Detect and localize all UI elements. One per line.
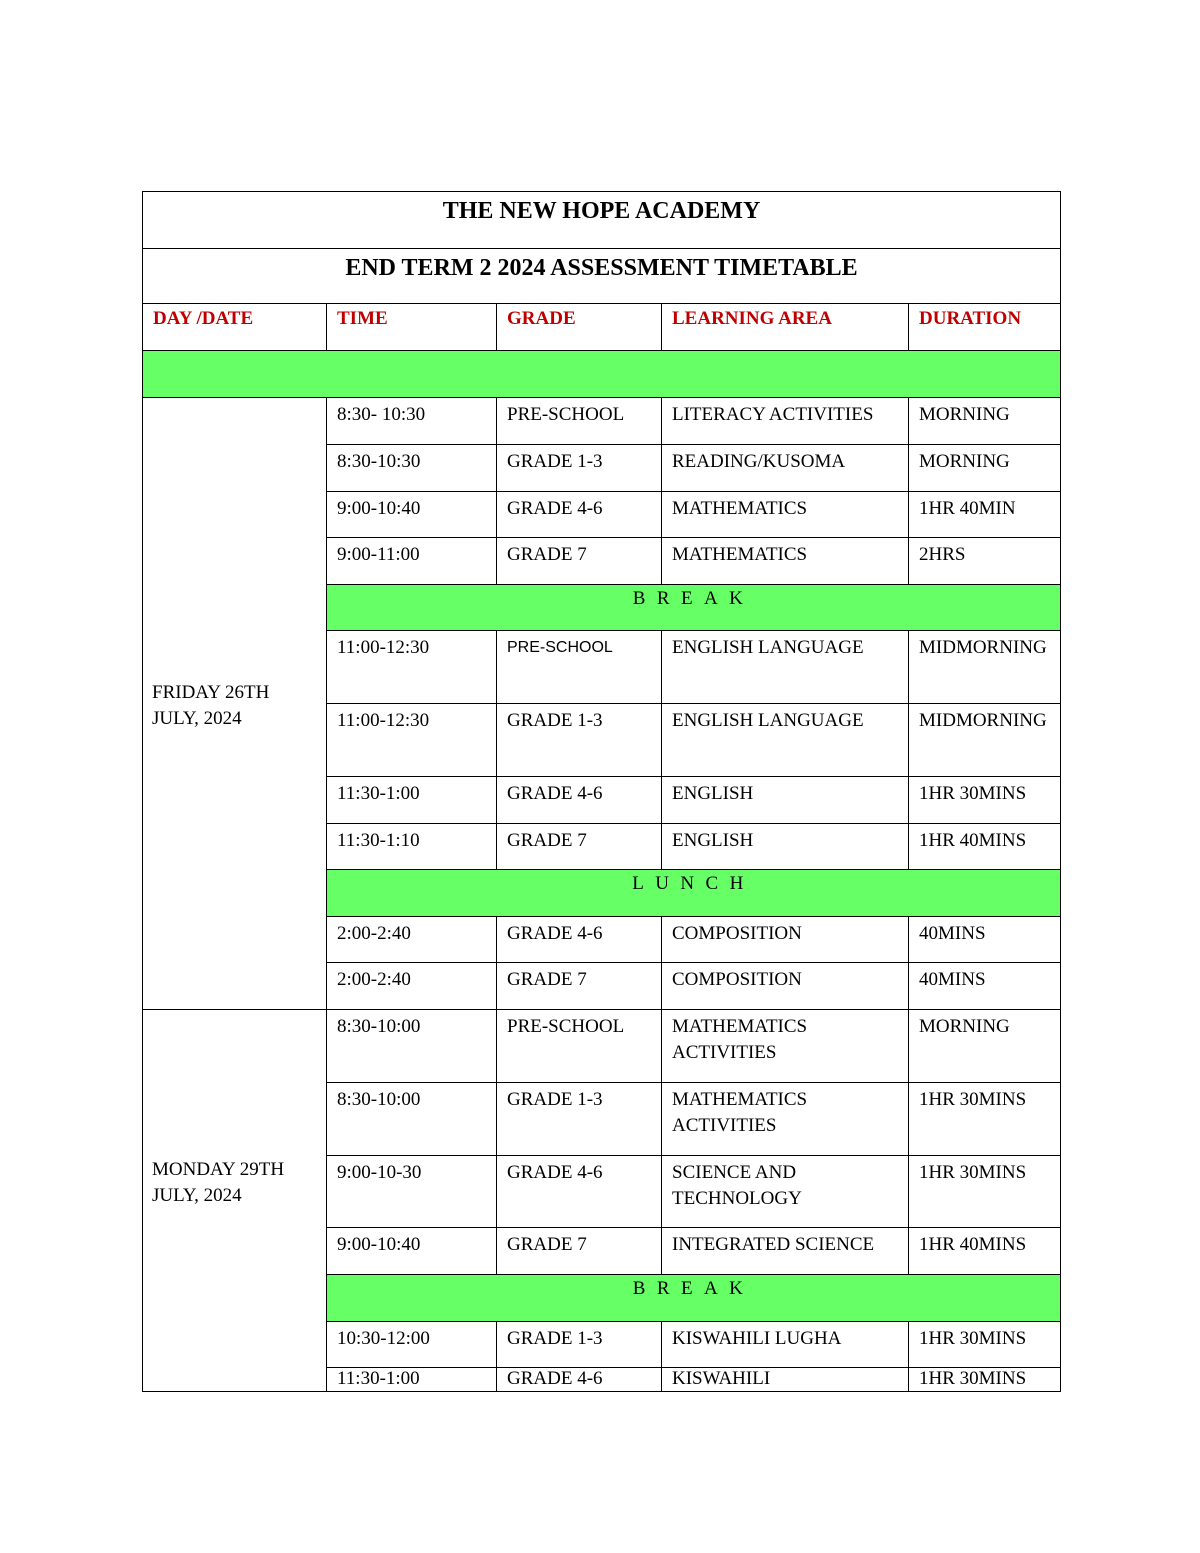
break-label: BREAK [632,1278,755,1299]
learning-area-cell: LITERACY ACTIVITIES [662,398,909,445]
grade-cell: GRADE 7 [497,824,662,870]
grade-cell: GRADE 4-6 [497,917,662,963]
learning-area-cell: ENGLISH LANGUAGE [662,631,909,704]
learning-area-cell: MATHEMATICS [662,492,909,538]
duration-cell: 1HR 30MINS [909,1322,1061,1368]
time-cell: 8:30- 10:30 [327,398,497,445]
green-separator-row [143,351,1061,398]
duration-cell: 1HR 30MINS [909,777,1061,824]
column-header-grade: GRADE [497,304,662,351]
duration-cell: 1HR 30MINS [909,1083,1061,1156]
time-cell: 9:00-10:40 [327,1228,497,1275]
grade-cell: GRADE 1-3 [497,1322,662,1368]
duration-cell: MORNING [909,398,1061,445]
grade-cell: GRADE 4-6 [497,1156,662,1228]
grade-cell: GRADE 4-6 [497,777,662,824]
duration-cell: 1HR 30MINS [909,1368,1061,1392]
duration-cell: 1HR 40MIN [909,492,1061,538]
learning-area-cell: COMPOSITION [662,963,909,1010]
duration-cell: MIDMORNING [909,631,1061,704]
duration-cell: 1HR 40MINS [909,824,1061,870]
timetable-title: END TERM 2 2024 ASSESSMENT TIMETABLE [345,255,858,281]
time-cell: 8:30-10:30 [327,445,497,492]
day-cell-monday [143,1010,327,1392]
duration-cell: 40MINS [909,917,1061,963]
time-cell: 2:00-2:40 [327,917,497,963]
time-cell: 9:00-10-30 [327,1156,497,1228]
learning-area-cell: COMPOSITION [662,917,909,963]
grade-cell: GRADE 1-3 [497,704,662,777]
column-header-day: DAY /DATE [143,304,327,351]
grade-cell: GRADE 1-3 [497,1083,662,1156]
learning-area-cell: ENGLISH [662,824,909,870]
grade-cell: GRADE 1-3 [497,445,662,492]
day-cell-friday [143,398,327,1010]
time-cell: 11:30-1:10 [327,824,497,870]
duration-cell: 1HR 30MINS [909,1156,1061,1228]
time-cell: 11:30-1:00 [327,777,497,824]
learning-area-cell: MATHEMATICS ACTIVITIES [662,1010,909,1083]
break-cell [327,1275,1061,1322]
duration-cell: MIDMORNING [909,704,1061,777]
time-cell: 8:30-10:00 [327,1083,497,1156]
learning-area-cell: KISWAHILI LUGHA [662,1322,909,1368]
lunch-label: LUNCH [632,873,755,894]
learning-area-cell: READING/KUSOMA [662,445,909,492]
timetable-title-cell [143,249,1061,304]
assessment-timetable [142,191,1061,1392]
duration-cell: 40MINS [909,963,1061,1010]
column-header-time: TIME [327,304,497,351]
grade-cell: PRE-SCHOOL [497,1010,662,1083]
learning-area-cell: SCIENCE AND TECHNOLOGY [662,1156,909,1228]
learning-area-cell: KISWAHILI [662,1368,909,1392]
time-cell: 2:00-2:40 [327,963,497,1010]
time-cell: 9:00-10:40 [327,492,497,538]
time-cell: 11:00-12:30 [327,704,497,777]
timetable-title-row [143,249,1061,304]
school-name: THE NEW HOPE ACADEMY [442,198,761,224]
grade-cell: GRADE 7 [497,538,662,585]
grade-cell: GRADE 4-6 [497,1368,662,1392]
duration-cell: MORNING [909,1010,1061,1083]
break-cell [327,585,1061,631]
grade-cell: PRE-SCHOOL [497,398,662,445]
green-separator [143,351,1061,398]
time-cell: 9:00-11:00 [327,538,497,585]
time-cell: 8:30-10:00 [327,1010,497,1083]
duration-cell: MORNING [909,445,1061,492]
duration-cell: 1HR 40MINS [909,1228,1061,1275]
table-row [143,398,1061,445]
grade-cell: PRE-SCHOOL [497,631,662,704]
duration-cell: 2HRS [909,538,1061,585]
column-header-learning-area: LEARNING AREA [662,304,909,351]
learning-area-cell: MATHEMATICS ACTIVITIES [662,1083,909,1156]
learning-area-cell: MATHEMATICS [662,538,909,585]
grade-cell: GRADE 7 [497,963,662,1010]
grade-cell: GRADE 7 [497,1228,662,1275]
break-label: BREAK [632,588,755,609]
lunch-cell [327,870,1061,917]
time-cell: 10:30-12:00 [327,1322,497,1368]
day-date: FRIDAY 26TH JULY, 2024 [152,681,270,729]
day-date: MONDAY 29TH JULY, 2024 [152,1158,285,1206]
learning-area-cell: INTEGRATED SCIENCE [662,1228,909,1275]
column-header-row [143,304,1061,351]
table-row [143,1010,1061,1083]
time-cell: 11:30-1:00 [327,1368,497,1392]
learning-area-cell: ENGLISH LANGUAGE [662,704,909,777]
school-name-cell [143,192,1061,249]
school-name-row [143,192,1061,249]
column-header-duration: DURATION [909,304,1061,351]
grade-cell: GRADE 4-6 [497,492,662,538]
time-cell: 11:00-12:30 [327,631,497,704]
learning-area-cell: ENGLISH [662,777,909,824]
